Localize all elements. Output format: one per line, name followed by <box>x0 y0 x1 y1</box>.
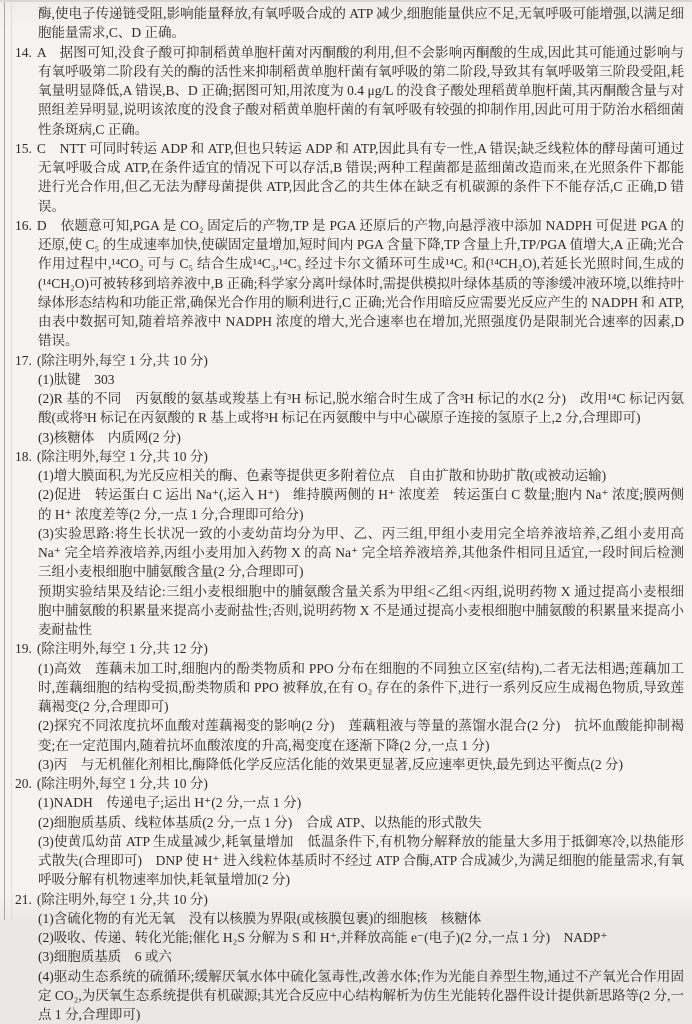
paragraph-text: (3)实验思路:将生长状况一致的小麦幼苗均分为甲、乙、丙三组,甲组小麦用完全培养液培养,乙组小麦用高 Na⁺ 完全培养液培养,丙组小麦用加入药物 X 的高 Na⁺ 完全培养液培养,其他条件相同且适宜,一段时间后检测三组小麦根细胞中脯氨酸含量(2 分,合理即可) <box>38 526 684 580</box>
paragraph-text: (3)使黄瓜幼苗 ATP 生成量减少,耗氧量增加 低温条件下,有机物分解释放的能量大多用于抵御寒冷,以热能形式散失(合理即可) DNP 使 H⁺ 进入线粒体基质时不经过 ATP 合酶,ATP 合成减少,为满足细胞的能量需求,有氧呼吸分解有机物速率加快,耗氧量增加(2 分) <box>38 834 684 888</box>
paragraph-text: (2)吸收、传递、转化光能;催化 H₂S 分解为 S 和 H⁺,并释放高能 e⁻(电子)(2 分,一点 1 分) NADP⁺ <box>38 930 607 945</box>
answer-paragraph <box>15 813 684 832</box>
question-number: 21. <box>15 892 32 907</box>
paragraph-text: (2)R 基的不同 丙氨酸的氨基或羧基上有³H 标记,脱水缩合时生成了含³H 标记的水(2 分) 改用¹⁴C 标记丙氨酸(或将³H 标记在丙氨酸的 R 基上或将³H 标记在丙氨酸中与中心碳原子连接的氢原子上,2 分,合理即可) <box>38 391 684 425</box>
answer-paragraph <box>15 447 684 466</box>
answer-paragraph <box>15 466 684 485</box>
answer-paragraph <box>15 4 684 43</box>
answer-paragraph <box>15 351 684 370</box>
answer-paragraph <box>15 793 684 812</box>
answer-paragraph <box>15 774 684 793</box>
question-number: 14. <box>15 45 32 60</box>
paragraph-text: (2)探究不同浓度抗坏血酸对莲藕褐变的影响(2 分) 莲藕粗液与等量的蒸馏水混合(2 分) 抗坏血酸能抑制褐变;在一定范围内,随着抗坏血酸浓度的升高,褐变度在逐渐下降(2 分,一点 1 分) <box>38 718 684 752</box>
answer-paragraph <box>15 428 684 447</box>
answer-paragraph <box>15 928 684 947</box>
paragraph-text: A 据图可知,没食子酸可抑制稻黄单胞杆菌对丙酮酸的利用,但不会影响丙酮酸的生成,因此其可能通过影响与有氧呼吸第二阶段有关的酶的活性来抑制稻黄单胞杆菌有氧呼吸的第二阶段,导致其有氧呼吸第三阶段受阻,耗氧量明显降低,A 错误,B、D 正确;据图可知,用浓度为 0.4 μg/L 的没食子酸处理稻黄单胞杆菌,其丙酮酸含量与对照组差异明显,说明该浓度的没食子酸对稻黄单胞杆菌的有氧呼吸有较强的抑制作用,因此可用于防治水稻细菌性条斑病,C 正确。 <box>37 45 684 137</box>
paragraph-text: (3)核糖体 内质网(2 分) <box>38 430 181 445</box>
answer-paragraph <box>15 755 684 774</box>
paragraph-text: (2)细胞质基质、线粒体基质(2 分,一点 1 分) 合成 ATP、以热能的形式散失 <box>38 815 482 830</box>
answer-paragraph <box>15 216 684 351</box>
paragraph-text: (1)肽键 303 <box>38 372 115 387</box>
answer-paragraph <box>15 947 684 966</box>
answer-paragraph <box>15 524 684 582</box>
answer-paragraph <box>15 716 684 755</box>
paragraph-text: (除注明外,每空 1 分,共 12 分) <box>37 641 208 656</box>
paragraph-text: (除注明外,每空 1 分,共 10 分) <box>37 776 208 791</box>
answer-paragraph <box>15 659 684 717</box>
paragraph-text: (3)丙 与无机催化剂相比,酶降低化学反应活化能的效果更显著,反应速率更快,最先到达平衡点(2 分) <box>38 757 623 772</box>
answer-paragraph <box>15 370 684 389</box>
answer-paragraph <box>15 639 684 658</box>
question-number: 17. <box>15 353 32 368</box>
paragraph-text: (1)高效 莲藕未加工时,细胞内的酚类物质和 PPO 分布在细胞的不同独立区室(结构),二者无法相遇;莲藕加工时,莲藕细胞的结构受损,酚类物质和 PPO 被释放,在有 O₂ 存在的条件下,进行一系列反应生成褐色物质,导致莲藕褐变(2 分,合理即可) <box>38 661 684 715</box>
paragraph-text: (1)含硫化物的有光无氧 没有以核膜为界限(或核膜包裹)的细胞核 核糖体 <box>38 911 481 926</box>
question-number: 16. <box>15 218 32 233</box>
paragraph-text: (1)增大膜面积,为光反应相关的酶、色素等提供更多附着位点 自由扩散和协助扩散(或被动运输) <box>38 468 606 483</box>
answer-key-content <box>15 4 684 1024</box>
paragraph-text: (除注明外,每空 1 分,共 10 分) <box>37 892 208 907</box>
answer-paragraph <box>15 967 684 1024</box>
answer-paragraph <box>15 139 684 216</box>
paragraph-text: C NTT 可同时转运 ADP 和 ATP,但也只转运 ADP 和 ATP,因此具有专一性,A 错误;缺乏线粒体的酵母菌可通过无氧呼吸合成 ATP,在条件适宜的情况下可以存活,B 错误;两种工程菌都是蓝细菌改造而来,在光照条件下都能进行光合作用,但乙无法为酵母菌提供 ATP,因此含乙的共生体在缺乏有机碳源的条件下不能存活,C 正确,D 错误。 <box>37 141 684 214</box>
paragraph-text: 预期实验结果及结论:三组小麦根细胞中的脯氨酸含量关系为甲组<乙组<丙组,说明药物 X 通过提高小麦根细胞中脯氨酸的积累量来提高小麦耐盐性;否则,说明药物 X 不是通过提高小麦根细胞中脯氨酸的积累量来提高小麦耐盐性 <box>38 584 684 638</box>
question-number: 18. <box>15 449 32 464</box>
answer-paragraph <box>15 389 684 428</box>
page-left-inner-edge-line <box>11 2 12 920</box>
answer-paragraph <box>15 582 684 640</box>
question-number: 19. <box>15 641 32 656</box>
answer-paragraph <box>15 43 684 139</box>
answer-paragraph <box>15 485 684 524</box>
question-number: 15. <box>15 141 32 156</box>
paragraph-text: (除注明外,每空 1 分,共 10 分) <box>37 353 208 368</box>
page-left-edge-line <box>4 2 5 920</box>
answer-paragraph <box>15 909 684 928</box>
paragraph-text: (4)驱动生态系统的硫循环;缓解厌氧水体中硫化氢毒性,改善水体;作为光能自养型生物,通过不产氧光合作用固定 CO₂,为厌氧生态系统提供有机碳源;其光合反应中心结构解析为仿生光能转化器件设计提供新思路等(2 分,一点 1 分,合理即可) <box>38 969 684 1023</box>
paragraph-text: (3)细胞质基质 6 或六 <box>38 949 172 964</box>
paragraph-text: 酶,使电子传递链受阻,影响能量释放,有氧呼吸合成的 ATP 减少,细胞能量供应不足,无氧呼吸可能增强,以满足细胞能量需求,C、D 正确。 <box>38 6 684 40</box>
answer-paragraph <box>15 890 684 909</box>
paragraph-text: (除注明外,每空 1 分,共 10 分) <box>37 449 208 464</box>
question-number: 20. <box>15 776 32 791</box>
paragraph-text: (1)NADH 传递电子;运出 H⁺(2 分,一点 1 分) <box>38 795 301 810</box>
answer-paragraph <box>15 832 684 890</box>
paragraph-text: (2)促进 转运蛋白 C 运出 Na⁺(,运入 H⁺) 维持膜两侧的 H⁺ 浓度差 转运蛋白 C 数量;胞内 Na⁺ 浓度;膜两侧的 H⁺ 浓度差等(2 分,一点 1 分,合理即可给分) <box>38 487 684 521</box>
paragraph-text: D 依题意可知,PGA 是 CO₂ 固定后的产物,TP 是 PGA 还原后的产物,向悬浮液中添加 NADPH 可促进 PGA 的还原,使 C₅ 的生成速率加快,使碳固定量增加,短时间内 PGA 含量下降,TP 含量上升,TP/PGA 值增大,A 正确;光合作用过程中,¹⁴CO₂ 可与 C₅ 结合生成¹⁴C₃,¹⁴C₃ 经过卡尔文循环可生成¹⁴C₅ 和(¹⁴CH₂O),若延长光照时间,生成的(¹⁴CH₂O)可被转移到培养液中,B 正确;科学家分离叶绿体时,需提供模拟叶绿体基质的等渗缓冲液环境,以维持叶绿体形态结构和功能正常,确保光合作用的顺利进行,C 正确;光合作用暗反应需要光反应产生的 NADPH 和 ATP,由表中数据可知,随着培养液中 NADPH 浓度的增大,光合速率也在增加,光照强度仍是限制光合速率的因素,D 错误。 <box>37 218 684 349</box>
